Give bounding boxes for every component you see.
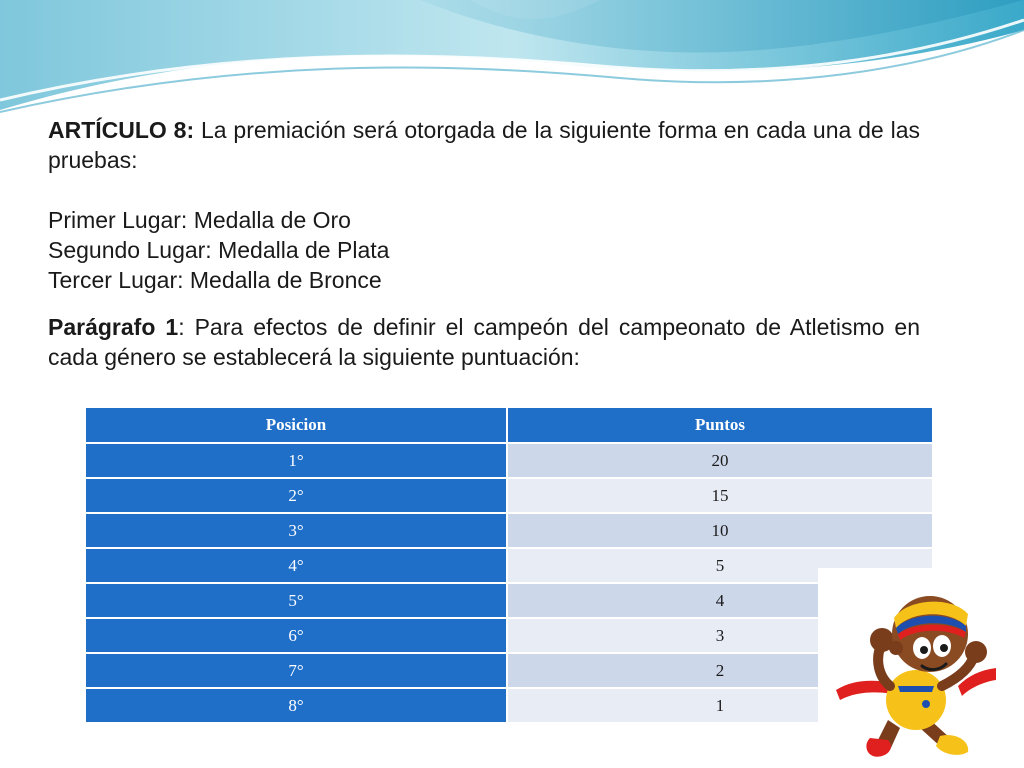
- paragraph-body: : Para efectos de definir el campeón del campeonato de Atletismo en cada género se establecerá la siguiente puntuación:: [48, 314, 920, 370]
- table-row: [85, 548, 933, 583]
- points-cell: 10: [507, 513, 933, 548]
- running-athlete-mascot-icon: [818, 568, 1000, 768]
- position-cell: 5°: [85, 583, 507, 618]
- points-table: [84, 406, 934, 724]
- points-cell: 3: [507, 618, 933, 653]
- position-cell: 8°: [85, 688, 507, 723]
- header-points: Puntos: [507, 407, 933, 443]
- position-cell: 4°: [85, 548, 507, 583]
- position-cell: 3°: [85, 513, 507, 548]
- table-row: [85, 478, 933, 513]
- points-cell: 1: [507, 688, 933, 723]
- table-row: [85, 653, 933, 688]
- points-cell: 15: [507, 478, 933, 513]
- table-row: [85, 513, 933, 548]
- table-row: [85, 583, 933, 618]
- table-row: [85, 443, 933, 478]
- position-cell: 6°: [85, 618, 507, 653]
- article-body: La premiación será otorgada de la siguiente forma en cada una de las pruebas:: [48, 117, 920, 173]
- points-cell: 2: [507, 653, 933, 688]
- awards-list: [48, 205, 920, 295]
- points-cell: 4: [507, 583, 933, 618]
- position-cell: 2°: [85, 478, 507, 513]
- points-cell: 5: [507, 548, 933, 583]
- position-cell: 1°: [85, 443, 507, 478]
- position-cell: 7°: [85, 653, 507, 688]
- points-cell: 20: [507, 443, 933, 478]
- article-8-text: [48, 115, 920, 175]
- header-position: Posicion: [85, 407, 507, 443]
- header-wave-decoration: [0, 0, 1024, 120]
- award-second-place: Segundo Lugar: Medalla de Plata: [48, 237, 390, 263]
- paragraph-1-text: [48, 312, 920, 372]
- award-third-place: Tercer Lugar: Medalla de Bronce: [48, 267, 382, 293]
- article-heading: ARTÍCULO 8:: [48, 117, 195, 143]
- paragraph-heading: Parágrafo 1: [48, 314, 179, 340]
- table-header-row: [85, 407, 933, 443]
- award-first-place: Primer Lugar: Medalla de Oro: [48, 207, 351, 233]
- table-row: [85, 618, 933, 653]
- table-row: [85, 688, 933, 723]
